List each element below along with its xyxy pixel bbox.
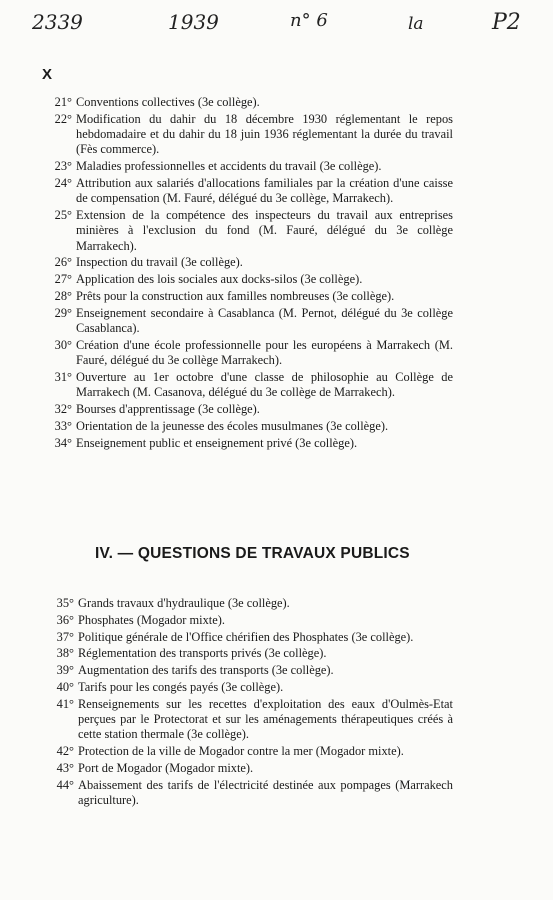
list-item: [0, 176, 553, 207]
list-item: [0, 419, 553, 434]
item-text: Bourses d'apprentissage (3e collège).: [76, 402, 260, 417]
item-text: Prêts pour la construction aux familles nombreuses (3e collège).: [76, 289, 395, 304]
list-item: [0, 306, 553, 337]
item-text: Protection de la ville de Mogador contre la mer (Mogador mixte).: [78, 744, 404, 759]
item-number: 32°: [54, 402, 72, 417]
item-number: 36°: [56, 612, 74, 627]
handwritten-issue-number: n° 6: [290, 10, 328, 31]
list-item: [0, 436, 553, 451]
item-text: Grands travaux d'hydraulique (3e collège).: [78, 596, 290, 610]
item-number: 24°: [54, 175, 72, 190]
item-text: Port de Mogador (Mogador mixte).: [78, 760, 254, 775]
item-number: 28°: [54, 289, 72, 304]
list-item: [0, 697, 553, 743]
item-number: 31°: [54, 370, 72, 385]
item-number: 30°: [54, 337, 72, 352]
item-text: Abaissement des tarifs de l'électricité destinée aux pompages (Marrakech agriculture).: [78, 777, 453, 808]
item-text: Inspection du travail (3e collège).: [76, 255, 243, 270]
item-text: Conventions collectives (3e collège).: [76, 95, 260, 109]
item-number: 25°: [54, 208, 72, 223]
handwritten-page-mark: P2: [492, 10, 521, 35]
list-item: [0, 370, 553, 401]
list-item: [0, 272, 553, 287]
item-text: Création d'une école professionnelle pour les européens à Marrakech (M. Fauré, délégué du 3e collège Marrakech).: [76, 337, 453, 368]
list-item: [0, 95, 553, 110]
handwritten-reference-number: 2339: [32, 10, 83, 34]
section-mark: X: [42, 66, 53, 83]
item-number: 27°: [54, 272, 72, 287]
item-text: Renseignements sur les recettes d'exploitation des eaux d'Oulmès-Etat perçues par le Protectorat et sur les aménagements thérapeutiques créés à cette station thermale (3e collège).: [78, 696, 453, 742]
item-number: 43°: [56, 760, 74, 775]
list-item: [0, 761, 553, 776]
list-item: [0, 289, 553, 304]
list-item: [0, 208, 553, 254]
item-number: 23°: [54, 159, 72, 174]
list-item: [0, 680, 553, 695]
item-number: 21°: [54, 95, 72, 109]
item-number: 33°: [54, 418, 72, 433]
item-number: 38°: [56, 646, 74, 661]
item-number: 42°: [56, 744, 74, 759]
list-item: [0, 778, 553, 809]
item-text: Phosphates (Mogador mixte).: [78, 612, 225, 627]
item-text: Augmentation des tarifs des transports (3e collège).: [78, 663, 334, 678]
item-number: 37°: [56, 629, 74, 644]
handwritten-note: la: [408, 14, 424, 34]
item-text: Orientation de la jeunesse des écoles musulmanes (3e collège).: [76, 418, 389, 433]
list-item: [0, 402, 553, 417]
item-text: Maladies professionnelles et accidents du travail (3e collège).: [76, 159, 382, 174]
item-number: 29°: [54, 305, 72, 320]
questions-list-public-works: [0, 596, 553, 810]
questions-list-labour: [0, 95, 553, 453]
list-item: [0, 630, 553, 645]
list-item: [0, 596, 553, 611]
list-item: [0, 663, 553, 678]
list-item: [0, 338, 553, 369]
item-text: Ouverture au 1er octobre d'une classe de philosophie au Collège de Marrakech (M. Casanova, délégué du 3e collège de Marrakech).: [76, 370, 453, 400]
item-number: 40°: [56, 679, 74, 694]
item-text: Extension de la compétence des inspecteurs du travail aux entreprises minières à l'exclusion du fond (M. Fauré, délégué du 3e collège Marrakech).: [76, 208, 453, 253]
section-heading: IV. — QUESTIONS DE TRAVAUX PUBLICS: [95, 545, 410, 562]
item-number: 39°: [56, 663, 74, 678]
item-text: Modification du dahir du 18 décembre 1930 réglementant le repos hebdomadaire et du dahir du 18 juin 1936 réglementant la durée du travail (Fès commerce).: [76, 111, 453, 157]
item-text: Réglementation des transports privés (3e collège).: [78, 646, 327, 661]
item-number: 22°: [54, 111, 72, 126]
item-text: Attribution aux salariés d'allocations familiales par la création d'une caisse de compensation (M. Fauré, délégué du 3e collège, Marrakech).: [76, 175, 453, 206]
item-text: Politique générale de l'Office chérifien des Phosphates (3e collège).: [78, 629, 414, 644]
item-number: 26°: [54, 255, 72, 270]
list-item: [0, 646, 553, 661]
item-number: 41°: [56, 696, 74, 711]
list-item: [0, 744, 553, 759]
list-item: [0, 159, 553, 174]
item-number: 35°: [56, 596, 74, 610]
item-number: 44°: [56, 777, 74, 792]
item-text: Enseignement secondaire à Casablanca (M. Pernot, délégué du 3e collège Casablanca).: [76, 305, 453, 336]
item-number: 34°: [54, 435, 72, 450]
item-text: Tarifs pour les congés payés (3e collège).: [78, 679, 284, 694]
list-item: [0, 112, 553, 158]
item-text: Application des lois sociales aux docks-silos (3e collège).: [76, 272, 363, 287]
item-text: Enseignement public et enseignement privé (3e collège).: [76, 435, 358, 450]
list-item: [0, 613, 553, 628]
list-item: [0, 255, 553, 270]
handwritten-year: 1939: [168, 10, 219, 34]
